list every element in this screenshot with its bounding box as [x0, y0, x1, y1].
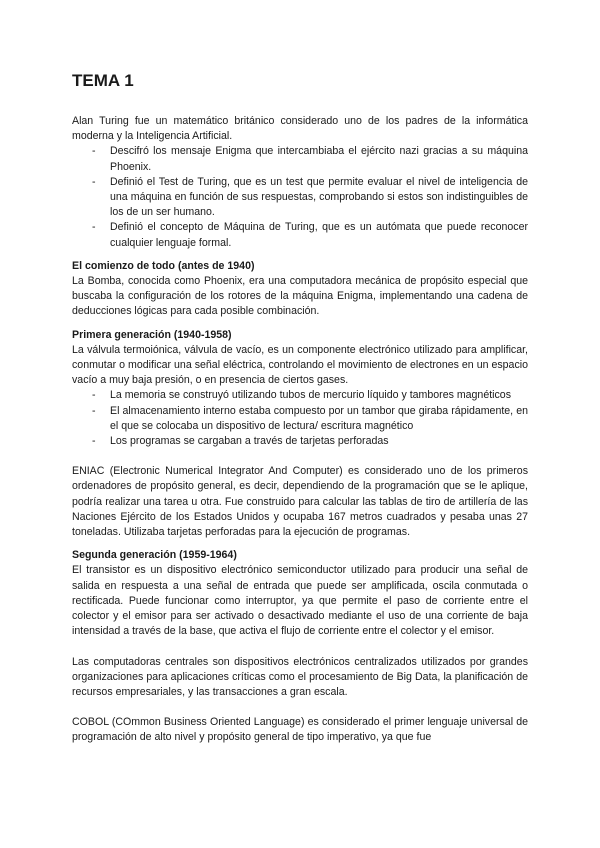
cobol-paragraph: COBOL (COmmon Business Oriented Language) es considerado el primer lenguaje universal de programación de alto nivel y propósito general de tipo imperativo, ya que fue [72, 716, 528, 744]
intro-paragraph: Alan Turing fue un matemático británico considerado uno de los padres de la informática moderna y la Inteligencia Artificial. [72, 115, 528, 143]
transistor-paragraph: El transistor es un dispositivo electrónico semiconductor utilizado para producir una señal de salida en respuesta a una señal de entrada que puede ser amplificada, oscila conmutada o rectificada. Puede funcionar como interruptor, ya que permite el paso de corriente entre el colector y el emisor para ser activado o desactivado mediante el uso de una corriente de baja intensidad a través de la base, que activa el flujo de corriente entre el colector y el emisor. [72, 564, 528, 638]
list-item: - El almacenamiento interno estaba compuesto por un tambor que giraba rápidamente, en el que se colocaba un dispositivo de lectura/ escritura magnético [92, 404, 528, 434]
bomba-paragraph: La Bomba, conocida como Phoenix, era una computadora mecánica de propósito especial que buscaba la configuración de los rotores de la máquina Enigma, implementando una cadena de deducciones lógicas para cada posible combinación. [72, 275, 528, 318]
section-heading-beginning: El comienzo de todo (antes de 1940) [72, 259, 255, 272]
page-title: TEMA 1 [72, 71, 134, 90]
list-item: - Los programas se cargaban a través de tarjetas perforadas [92, 434, 528, 449]
first-generation-bullet-list [72, 388, 528, 449]
mainframes-paragraph: Las computadoras centrales son dispositivos electrónicos centralizados utilizados por grandes organizaciones para aplicaciones críticas como el procesamiento de Big Data, la planificación de recursos empresariales, y las transacciones a gran escala. [72, 655, 528, 698]
list-item: - Descifró los mensaje Enigma que intercambiaba el ejército nazi gracias a su máquina Phoenix. [92, 144, 528, 174]
list-item: - Definió el concepto de Máquina de Turing, que es un autómata que puede reconocer cualquier lenguaje formal. [92, 220, 528, 250]
section-heading-first-generation: Primera generación (1940-1958) [72, 328, 232, 341]
vacuum-tube-paragraph: La válvula termoiónica, válvula de vacío, es un componente electrónico utilizado para amplificar, conmutar o modificar una señal eléctrica, controlando el movimiento de electrones en un espacio vacío a muy baja presión, o en presencia de ciertos gases. [72, 343, 528, 387]
list-item: - Definió el Test de Turing, que es un test que permite evaluar el nivel de inteligencia de una máquina en función de sus respuestas, comprobando si estos son indistinguibles de los de un ser humano. [92, 175, 528, 221]
intro-bullet-list [72, 144, 528, 250]
eniac-paragraph: ENIAC (Electronic Numerical Integrator And Computer) es considerado uno de los primeros ordenadores de propósito general, es decir, dependiendo de la programación que se le aplique, podría realizar una tarea u otra. Fue construido para calcular las tablas de tiro de artillería de las Naciones Ejército de los Estados Unidos y ocupaba 167 metros cuadrados y pesaba unas 27 toneladas. Utilizaba tarjetas perforadas para la ejecución de programas. [72, 465, 528, 539]
section-heading-second-generation: Segunda generación (1959-1964) [72, 549, 237, 562]
list-item: - La memoria se construyó utilizando tubos de mercurio líquido y tambores magnéticos [92, 388, 528, 403]
